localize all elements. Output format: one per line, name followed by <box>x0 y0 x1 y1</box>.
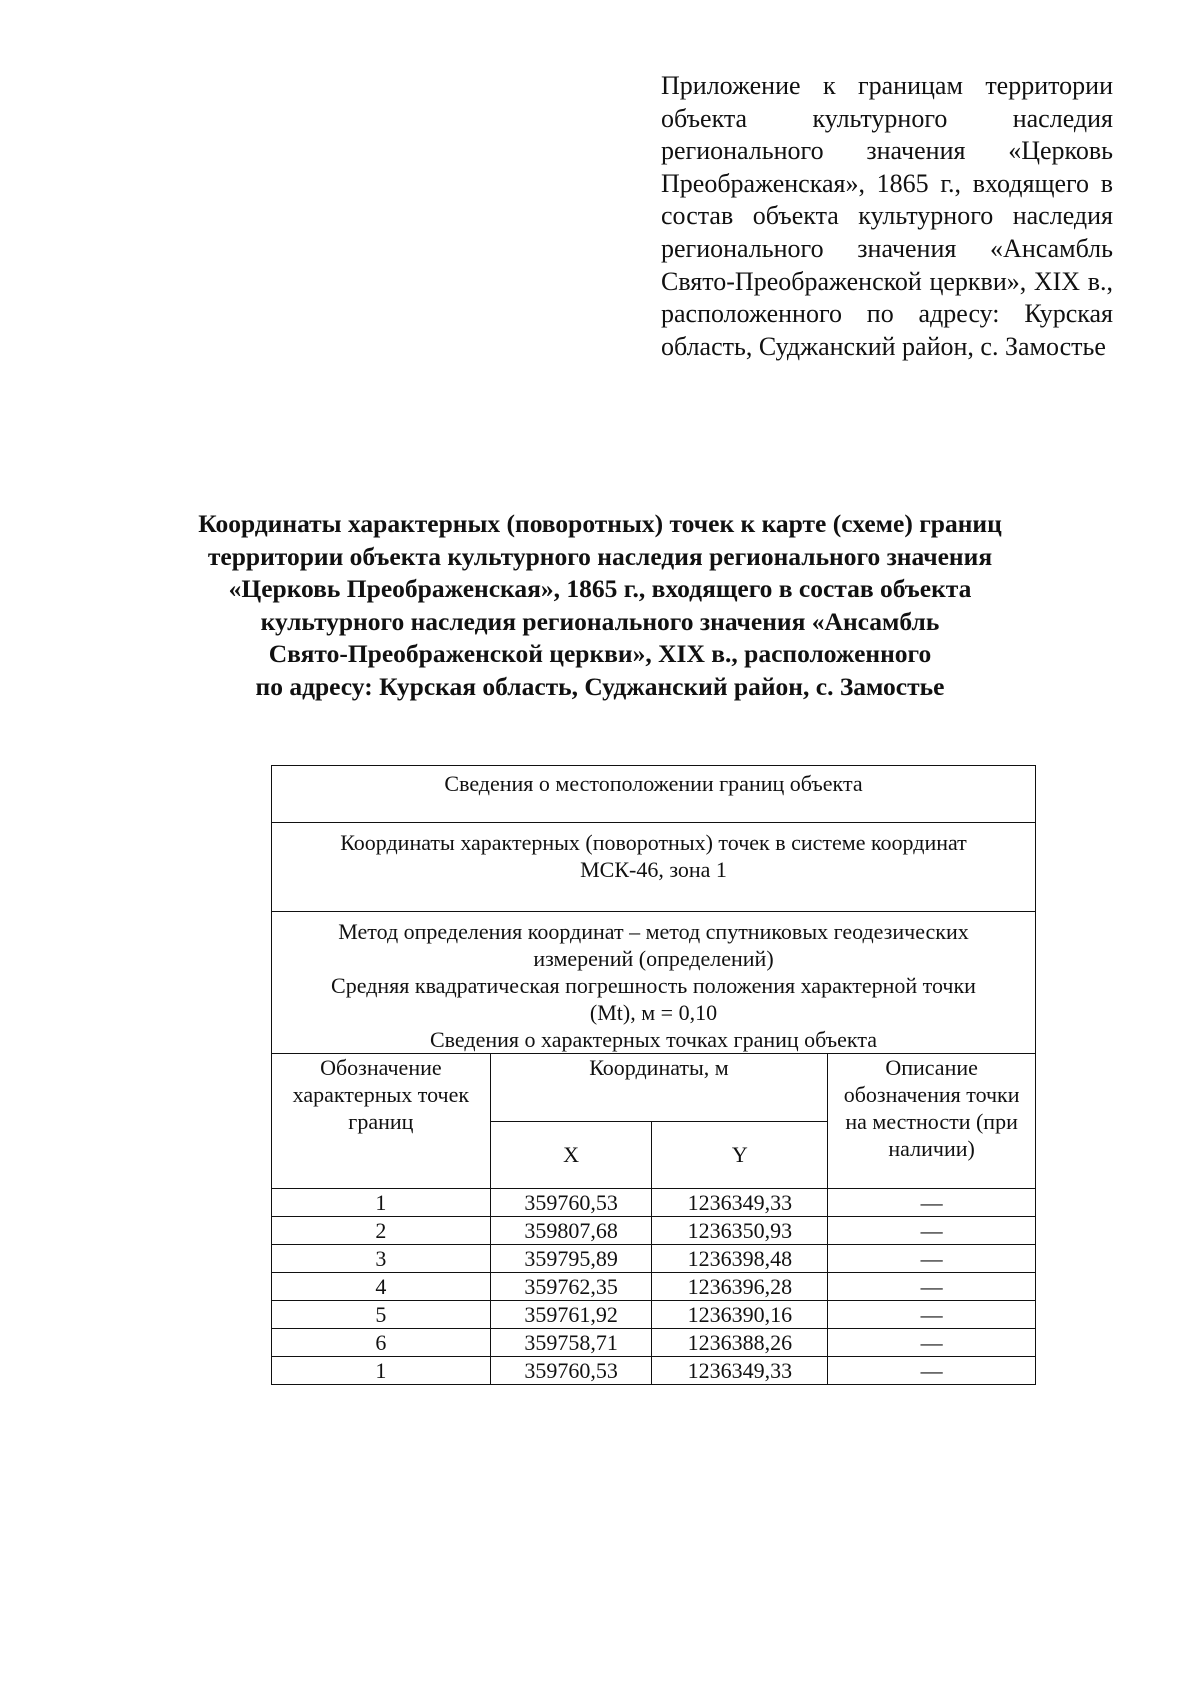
y-cell: 1236350,93 <box>652 1217 828 1245</box>
title-line: Координаты характерных (поворотных) точек к карте (схеме) границ <box>198 509 1002 538</box>
x-cell: 359761,92 <box>490 1301 652 1329</box>
table-row <box>272 1273 1036 1301</box>
description-cell: — <box>828 1329 1036 1357</box>
table-header-row <box>272 823 1036 912</box>
method-line: Метод определения координат – метод спутниковых геодезических <box>338 919 969 944</box>
x-cell: 359795,89 <box>490 1245 652 1273</box>
description-column-header: Описание обозначения точки на местности (при наличии) <box>828 1054 1036 1189</box>
y-cell: 1236398,48 <box>652 1245 828 1273</box>
title-line: «Церковь Преображенская», 1865 г., входящего в состав объекта <box>228 574 972 603</box>
y-column-header: Y <box>652 1121 828 1189</box>
location-header: Сведения о местоположении границ объекта <box>272 766 1036 823</box>
coordinate-system-line: Координаты характерных (поворотных) точек в системе координат <box>340 830 967 855</box>
table-row <box>272 1357 1036 1385</box>
point-cell: 5 <box>272 1301 491 1329</box>
title-line: территории объекта культурного наследия регионального значения <box>207 541 993 571</box>
error-line: Средняя квадратическая погрешность положения характерной точки <box>331 973 976 998</box>
x-cell: 359760,53 <box>490 1189 652 1217</box>
description-cell: — <box>828 1357 1036 1385</box>
title-line: Свято-Преображенской церкви», XIX в., расположенного <box>268 639 932 668</box>
y-cell: 1236396,28 <box>652 1273 828 1301</box>
description-cell: — <box>828 1217 1036 1245</box>
table-row <box>272 1217 1036 1245</box>
title-line: по адресу: Курская область, Суджанский район, с. Замостье <box>255 671 945 701</box>
x-cell: 359760,53 <box>490 1357 652 1385</box>
title-line: культурного наследия регионального значения «Ансамбль <box>260 606 940 636</box>
error-line: (Mt), м = 0,10 <box>589 1000 718 1025</box>
appendix-note: Приложение к границам территории объекта культурного наследия регионального значения «Церковь Преображенская», 1865 г., входящего в состав объекта культурного наследия регионального значения «Ансамбль Свято-Преображенской церкви», XIX в., расположенного по адресу: Курская область, Суджанский район, с. Замостье <box>661 71 1113 361</box>
description-cell: — <box>828 1273 1036 1301</box>
point-cell: 3 <box>272 1245 491 1273</box>
point-cell: 1 <box>272 1357 491 1385</box>
coordinates-table <box>271 765 1036 1385</box>
x-cell: 359762,35 <box>490 1273 652 1301</box>
point-cell: 6 <box>272 1329 491 1357</box>
document-title <box>140 508 1060 703</box>
x-cell: 359758,71 <box>490 1329 652 1357</box>
points-info-line: Сведения о характерных точках границ объекта <box>430 1027 877 1052</box>
point-cell: 1 <box>272 1189 491 1217</box>
description-cell: — <box>828 1189 1036 1217</box>
coordinate-system-line: МСК-46, зона 1 <box>580 857 727 882</box>
table-row <box>272 1245 1036 1273</box>
table-row <box>272 1189 1036 1217</box>
y-cell: 1236388,26 <box>652 1329 828 1357</box>
x-cell: 359807,68 <box>490 1217 652 1245</box>
point-cell: 2 <box>272 1217 491 1245</box>
y-cell: 1236390,16 <box>652 1301 828 1329</box>
point-cell: 4 <box>272 1273 491 1301</box>
y-cell: 1236349,33 <box>652 1357 828 1385</box>
description-cell: — <box>828 1301 1036 1329</box>
table-header-row <box>272 912 1036 1054</box>
designation-column-header: Обозначение характерных точек границ <box>272 1054 491 1189</box>
method-line: измерений (определений) <box>533 946 774 971</box>
method-header <box>272 912 1036 1054</box>
y-cell: 1236349,33 <box>652 1189 828 1217</box>
description-cell: — <box>828 1245 1036 1273</box>
table-row <box>272 1329 1036 1357</box>
x-column-header: X <box>490 1121 652 1189</box>
table-row <box>272 1301 1036 1329</box>
coordinates-column-header: Координаты, м <box>490 1054 828 1122</box>
coordinate-system-header <box>272 823 1036 912</box>
table-column-header-row <box>272 1054 1036 1122</box>
table-header-row <box>272 766 1036 823</box>
